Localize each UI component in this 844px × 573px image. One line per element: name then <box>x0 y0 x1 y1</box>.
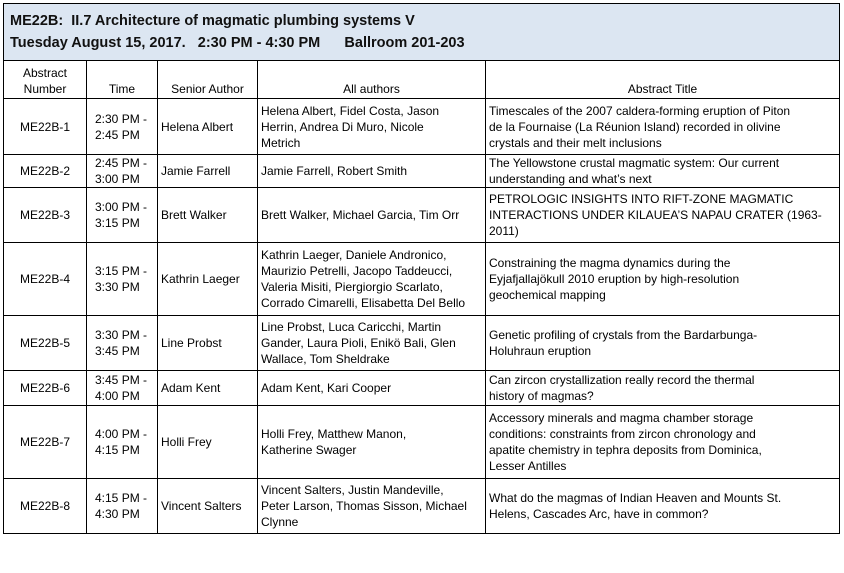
schedule-table <box>3 3 840 534</box>
column-header-abstract-number-line-1: Abstract <box>22 66 67 80</box>
abstract-number: ME22B-8 <box>19 499 71 513</box>
all-authors-line: Peter Larson, Thomas Sisson, Michael <box>261 499 467 513</box>
abstract-title-cell <box>486 479 840 534</box>
time-end: 4:00 PM <box>95 389 140 403</box>
all-authors-cell <box>258 371 486 406</box>
abstract-title-line: What do the magmas of Indian Heaven and Mounts St. <box>489 491 782 505</box>
time-cell <box>87 99 158 155</box>
table-row <box>4 99 840 155</box>
abstract-title-line: INTERACTIONS UNDER KILAUEA’S NAPAU CRATER (1963- <box>489 208 822 222</box>
abstract-title-cell <box>486 316 840 371</box>
all-authors-cell <box>258 188 486 243</box>
abstract-number-cell <box>4 479 87 534</box>
senior-author-cell <box>158 406 258 479</box>
abstract-number-cell <box>4 99 87 155</box>
abstract-title-line: apatite chemistry in tephra deposits from Dominica, <box>489 443 762 457</box>
senior-author: Adam Kent <box>161 381 221 395</box>
abstract-title-line: Timescales of the 2007 caldera-forming eruption of Piton <box>489 103 791 118</box>
abstract-title-cell <box>486 243 840 316</box>
all-authors-line: Maurizio Petrelli, Jacopo Taddeucci, <box>261 264 453 278</box>
all-authors-cell <box>258 99 486 155</box>
abstract-title-line: The Yellowstone crustal magmatic system: Our current <box>489 156 780 170</box>
session-datetime-location: Tuesday August 15, 2017. 2:30 PM - 4:30 PM Ballroom 201-203 <box>10 35 465 51</box>
time-cell <box>87 406 158 479</box>
column-header-time: Time <box>87 61 158 99</box>
senior-author-cell <box>158 243 258 316</box>
table-row <box>4 155 840 188</box>
abstract-title-line: Genetic profiling of crystals from the Bardarbunga- <box>489 328 758 342</box>
abstract-title-line: 2011) <box>489 224 519 238</box>
time-end: 3:00 PM <box>95 172 140 186</box>
all-authors-line: Holli Frey, Matthew Manon, <box>261 427 407 441</box>
column-header-senior-author: Senior Author <box>158 61 258 99</box>
all-authors-line: Line Probst, Luca Caricchi, Martin <box>261 320 442 334</box>
abstract-title-line: Helens, Cascades Arc, have in common? <box>489 507 709 521</box>
time-start: 4:15 PM - <box>95 491 148 505</box>
abstract-title-line: Accessory minerals and magma chamber storage <box>489 411 754 425</box>
time-start: 3:45 PM - <box>95 373 148 387</box>
time-start: 3:15 PM - <box>95 264 148 278</box>
senior-author-cell <box>158 371 258 406</box>
time-cell <box>87 188 158 243</box>
abstract-title-line: Lesser Antilles <box>489 459 567 473</box>
senior-author: Line Probst <box>161 336 222 350</box>
time-end: 3:15 PM <box>95 216 140 230</box>
all-authors-cell <box>258 155 486 188</box>
abstract-number-cell <box>4 155 87 188</box>
senior-author: Helena Albert <box>161 119 234 134</box>
all-authors-line: Katherine Swager <box>261 443 357 457</box>
time-start: 4:00 PM - <box>95 427 148 441</box>
time-cell <box>87 371 158 406</box>
table-row <box>4 316 840 371</box>
table-row <box>4 479 840 534</box>
abstract-title-line: Holuhraun eruption <box>489 344 592 358</box>
all-authors-cell <box>258 316 486 371</box>
table-row <box>4 243 840 316</box>
all-authors-line: Brett Walker, Michael Garcia, Tim Orr <box>261 208 460 222</box>
abstract-title-cell <box>486 188 840 243</box>
all-authors-line: Clynne <box>261 515 299 529</box>
session-schedule <box>3 3 839 534</box>
table-row <box>4 188 840 243</box>
column-header-abstract-number-line-2: Number <box>23 82 67 96</box>
all-authors-line: Kathrin Laeger, Daniele Andronico, <box>261 248 447 262</box>
time-start: 2:30 PM - <box>95 111 148 126</box>
all-authors-line: Jamie Farrell, Robert Smith <box>261 164 408 178</box>
column-header-abstract-title: Abstract Title <box>486 61 840 99</box>
abstract-title-cell <box>486 99 840 155</box>
session-header-row <box>4 4 840 61</box>
session-title: ME22B: II.7 Architecture of magmatic plumbing systems V <box>10 13 415 29</box>
all-authors-line: Corrado Cimarelli, Elisabetta Del Bello <box>261 296 466 310</box>
all-authors-line: Valeria Misiti, Piergiorgio Scarlato, <box>261 280 443 294</box>
abstract-number: ME22B-4 <box>19 272 71 286</box>
senior-author: Vincent Salters <box>161 499 242 513</box>
senior-author: Holli Frey <box>161 435 212 449</box>
all-authors-line: Helena Albert, Fidel Costa, Jason <box>261 103 440 118</box>
abstract-title-line: de la Fournaise (La Réunion Island) recorded in olivine <box>489 119 781 134</box>
abstract-title-line: Eyjafjallajökull 2010 eruption by high-resolution <box>489 272 740 286</box>
column-header-row <box>4 61 840 99</box>
time-start: 2:45 PM - <box>95 156 148 170</box>
senior-author: Brett Walker <box>161 208 227 222</box>
senior-author: Kathrin Laeger <box>161 272 240 286</box>
all-authors-line: Herrin, Andrea Di Muro, Nicole <box>261 119 424 134</box>
all-authors-line: Metrich <box>261 135 301 150</box>
abstract-number-cell <box>4 371 87 406</box>
abstract-number: ME22B-6 <box>19 381 71 395</box>
all-authors-cell <box>258 479 486 534</box>
abstract-number: ME22B-1 <box>19 119 71 134</box>
all-authors-cell <box>258 406 486 479</box>
abstract-title-line: crystals and their melt inclusions <box>489 135 662 150</box>
abstract-title-cell <box>486 371 840 406</box>
all-authors-line: Adam Kent, Kari Cooper <box>261 381 392 395</box>
time-end: 3:45 PM <box>95 344 140 358</box>
time-start: 3:30 PM - <box>95 328 148 342</box>
time-cell <box>87 243 158 316</box>
abstract-title-line: geochemical mapping <box>489 288 606 302</box>
abstract-title-line: history of magmas? <box>489 389 594 403</box>
time-end: 2:45 PM <box>95 127 140 142</box>
senior-author-cell <box>158 479 258 534</box>
abstract-number: ME22B-7 <box>19 435 71 449</box>
time-end: 4:30 PM <box>95 507 140 521</box>
all-authors-cell <box>258 243 486 316</box>
table-row <box>4 406 840 479</box>
time-cell <box>87 479 158 534</box>
abstract-number-cell <box>4 243 87 316</box>
senior-author-cell <box>158 316 258 371</box>
abstract-title-line: Can zircon crystallization really record the thermal <box>489 373 755 387</box>
abstract-title-line: Constraining the magma dynamics during the <box>489 256 731 270</box>
all-authors-line: Vincent Salters, Justin Mandeville, <box>261 483 444 497</box>
senior-author-cell <box>158 99 258 155</box>
column-header-all-authors: All authors <box>258 61 486 99</box>
session-header <box>4 4 840 61</box>
column-header-abstract-number <box>4 61 87 99</box>
abstract-number: ME22B-2 <box>19 164 71 178</box>
all-authors-line: Wallace, Tom Sheldrake <box>261 352 390 366</box>
senior-author-cell <box>158 188 258 243</box>
abstract-title-line: PETROLOGIC INSIGHTS INTO RIFT-ZONE MAGMATIC <box>489 192 794 206</box>
all-authors-line: Gander, Laura Pioli, Enikö Bali, Glen <box>261 336 456 350</box>
time-cell <box>87 316 158 371</box>
abstract-title-cell <box>486 155 840 188</box>
abstract-number: ME22B-3 <box>19 208 71 222</box>
abstract-number-cell <box>4 316 87 371</box>
time-cell <box>87 155 158 188</box>
table-row <box>4 371 840 406</box>
abstract-title-line: conditions: constraints from zircon chronology and <box>489 427 756 441</box>
abstract-number-cell <box>4 188 87 243</box>
time-end: 3:30 PM <box>95 280 140 294</box>
time-start: 3:00 PM - <box>95 200 148 214</box>
abstract-title-cell <box>486 406 840 479</box>
abstract-title-line: understanding and what’s next <box>489 172 652 186</box>
abstract-number: ME22B-5 <box>19 336 71 350</box>
senior-author-cell <box>158 155 258 188</box>
abstract-number-cell <box>4 406 87 479</box>
senior-author: Jamie Farrell <box>161 164 231 178</box>
time-end: 4:15 PM <box>95 443 140 457</box>
